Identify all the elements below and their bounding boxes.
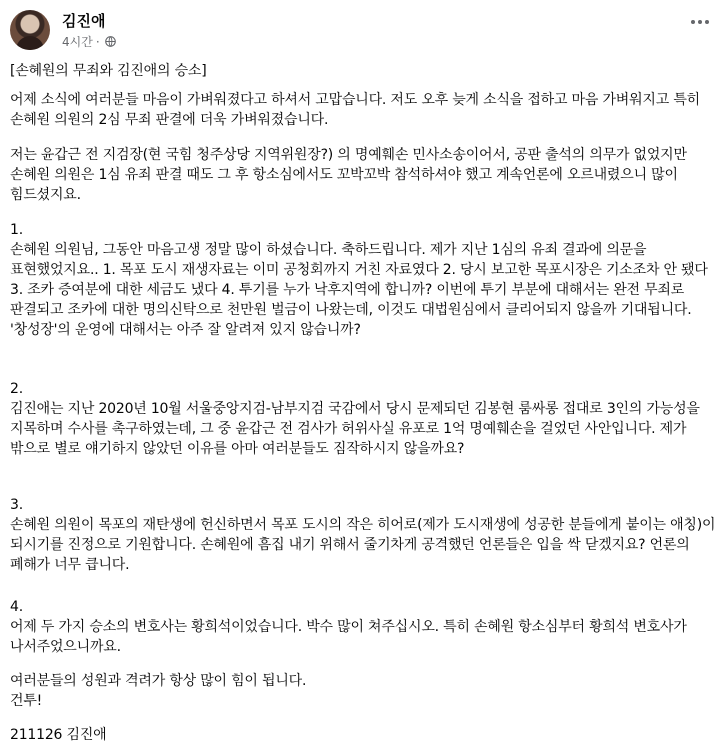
author-avatar[interactable] <box>10 10 50 50</box>
more-dot-icon <box>691 20 695 24</box>
globe-icon <box>105 36 116 47</box>
post-paragraph-section-3: 3. 손혜원 의원이 목포의 재탄생에 헌신하면서 목포 도시의 작은 히어로(제가 도시재생에 성공한 분들에게 붙이는 애칭)이 되시기를 진정으로 기원합니다. 손혜원에 흠집 내기 위해서 줄기차게 공격했던 언론들은 입을 싹 닫겠지요? 언론의 폐해가 너무 큽니다. <box>10 497 716 573</box>
post-paragraph: 어제 소식에 여러분들 마음이 가벼워졌다고 하셔서 고맙습니다. 저도 오후 늦게 소식을 접하고 마음 가벼워지고 특히 손혜원 의원의 2심 무죄 판결에 더욱 가벼워졌습니다. <box>10 92 705 128</box>
more-dot-icon <box>705 20 709 24</box>
post-paragraph-section-1: 1. 손혜원 의원님, 그동안 마음고생 정말 많이 하셨습니다. 축하드립니다. 제가 지난 1심의 유죄 결과에 의문을 표현했었지요.. 1. 목포 도시 재생자료는 이미 공청회까지 거친 자료였다 2. 당시 보고한 목포시장은 기소조차 안 됐다 3. 조카 증여분에 대한 세금도 냈다 4. 투기를 누가 낙후지역에 합니까? 이번에 투기 부분에 대해서는 완전 무죄로 판결되고 조카에 대한 명의신탁으로 천만원 벌금이 나왔는데, 이것도 대법원심에서 클리어되지 않을까 기대됩니다. '창성장'의 운영에 대해서는 아주 잘 알려져 있지 않습니까? <box>10 222 708 338</box>
more-dot-icon <box>698 20 702 24</box>
post-paragraph: 저는 윤갑근 전 지검장(현 국힘 청주상당 지역위원장?) 의 명예훼손 민사소송이어서, 공판 출석의 의무가 없었지만 손혜원 의원은 1심 유죄 판결 때도 그 후 항소심에서도 꼬박꼬박 참석하셔야 했고 계속언론에 오르내렸으니 많이 힘드셨지요. <box>10 147 692 203</box>
post-paragraph-section-2: 2. 김진애는 지난 2020년 10월 서울중앙지검-남부지검 국감에서 당시 문제되던 김봉현 룸싸롱 접대로 3인의 가능성을 지목하며 수사를 촉구하였는데, 그 중 윤갑근 전 검사가 허위사실 유포로 1억 명예훼손을 걸었던 사안입니다. 제가 밖으로 별로 얘기하지 않았던 이유를 아마 여러분들도 짐작하시지 않을까요? <box>10 381 700 457</box>
post-title: [손혜원의 무죄와 김진애의 승소] <box>10 63 207 79</box>
post-signature: 211126 김진애 <box>10 727 107 743</box>
author-name[interactable]: 김진애 <box>62 12 106 30</box>
more-options-button[interactable] <box>686 12 714 32</box>
post-closing: 여러분들의 성원과 격려가 항상 많이 힘이 됩니다. 건투! <box>10 673 307 709</box>
post-meta <box>62 33 116 50</box>
post-header <box>0 0 726 60</box>
meta-separator: · <box>95 34 100 49</box>
post-timestamp[interactable]: 4시간 <box>62 35 93 49</box>
post-paragraph-section-4: 4. 어제 두 가지 승소의 변호사는 황희석이었습니다. 박수 많이 쳐주십시오. 특히 손혜원 항소심부터 황희석 변호사가 나서주었으니까요. <box>10 599 687 655</box>
